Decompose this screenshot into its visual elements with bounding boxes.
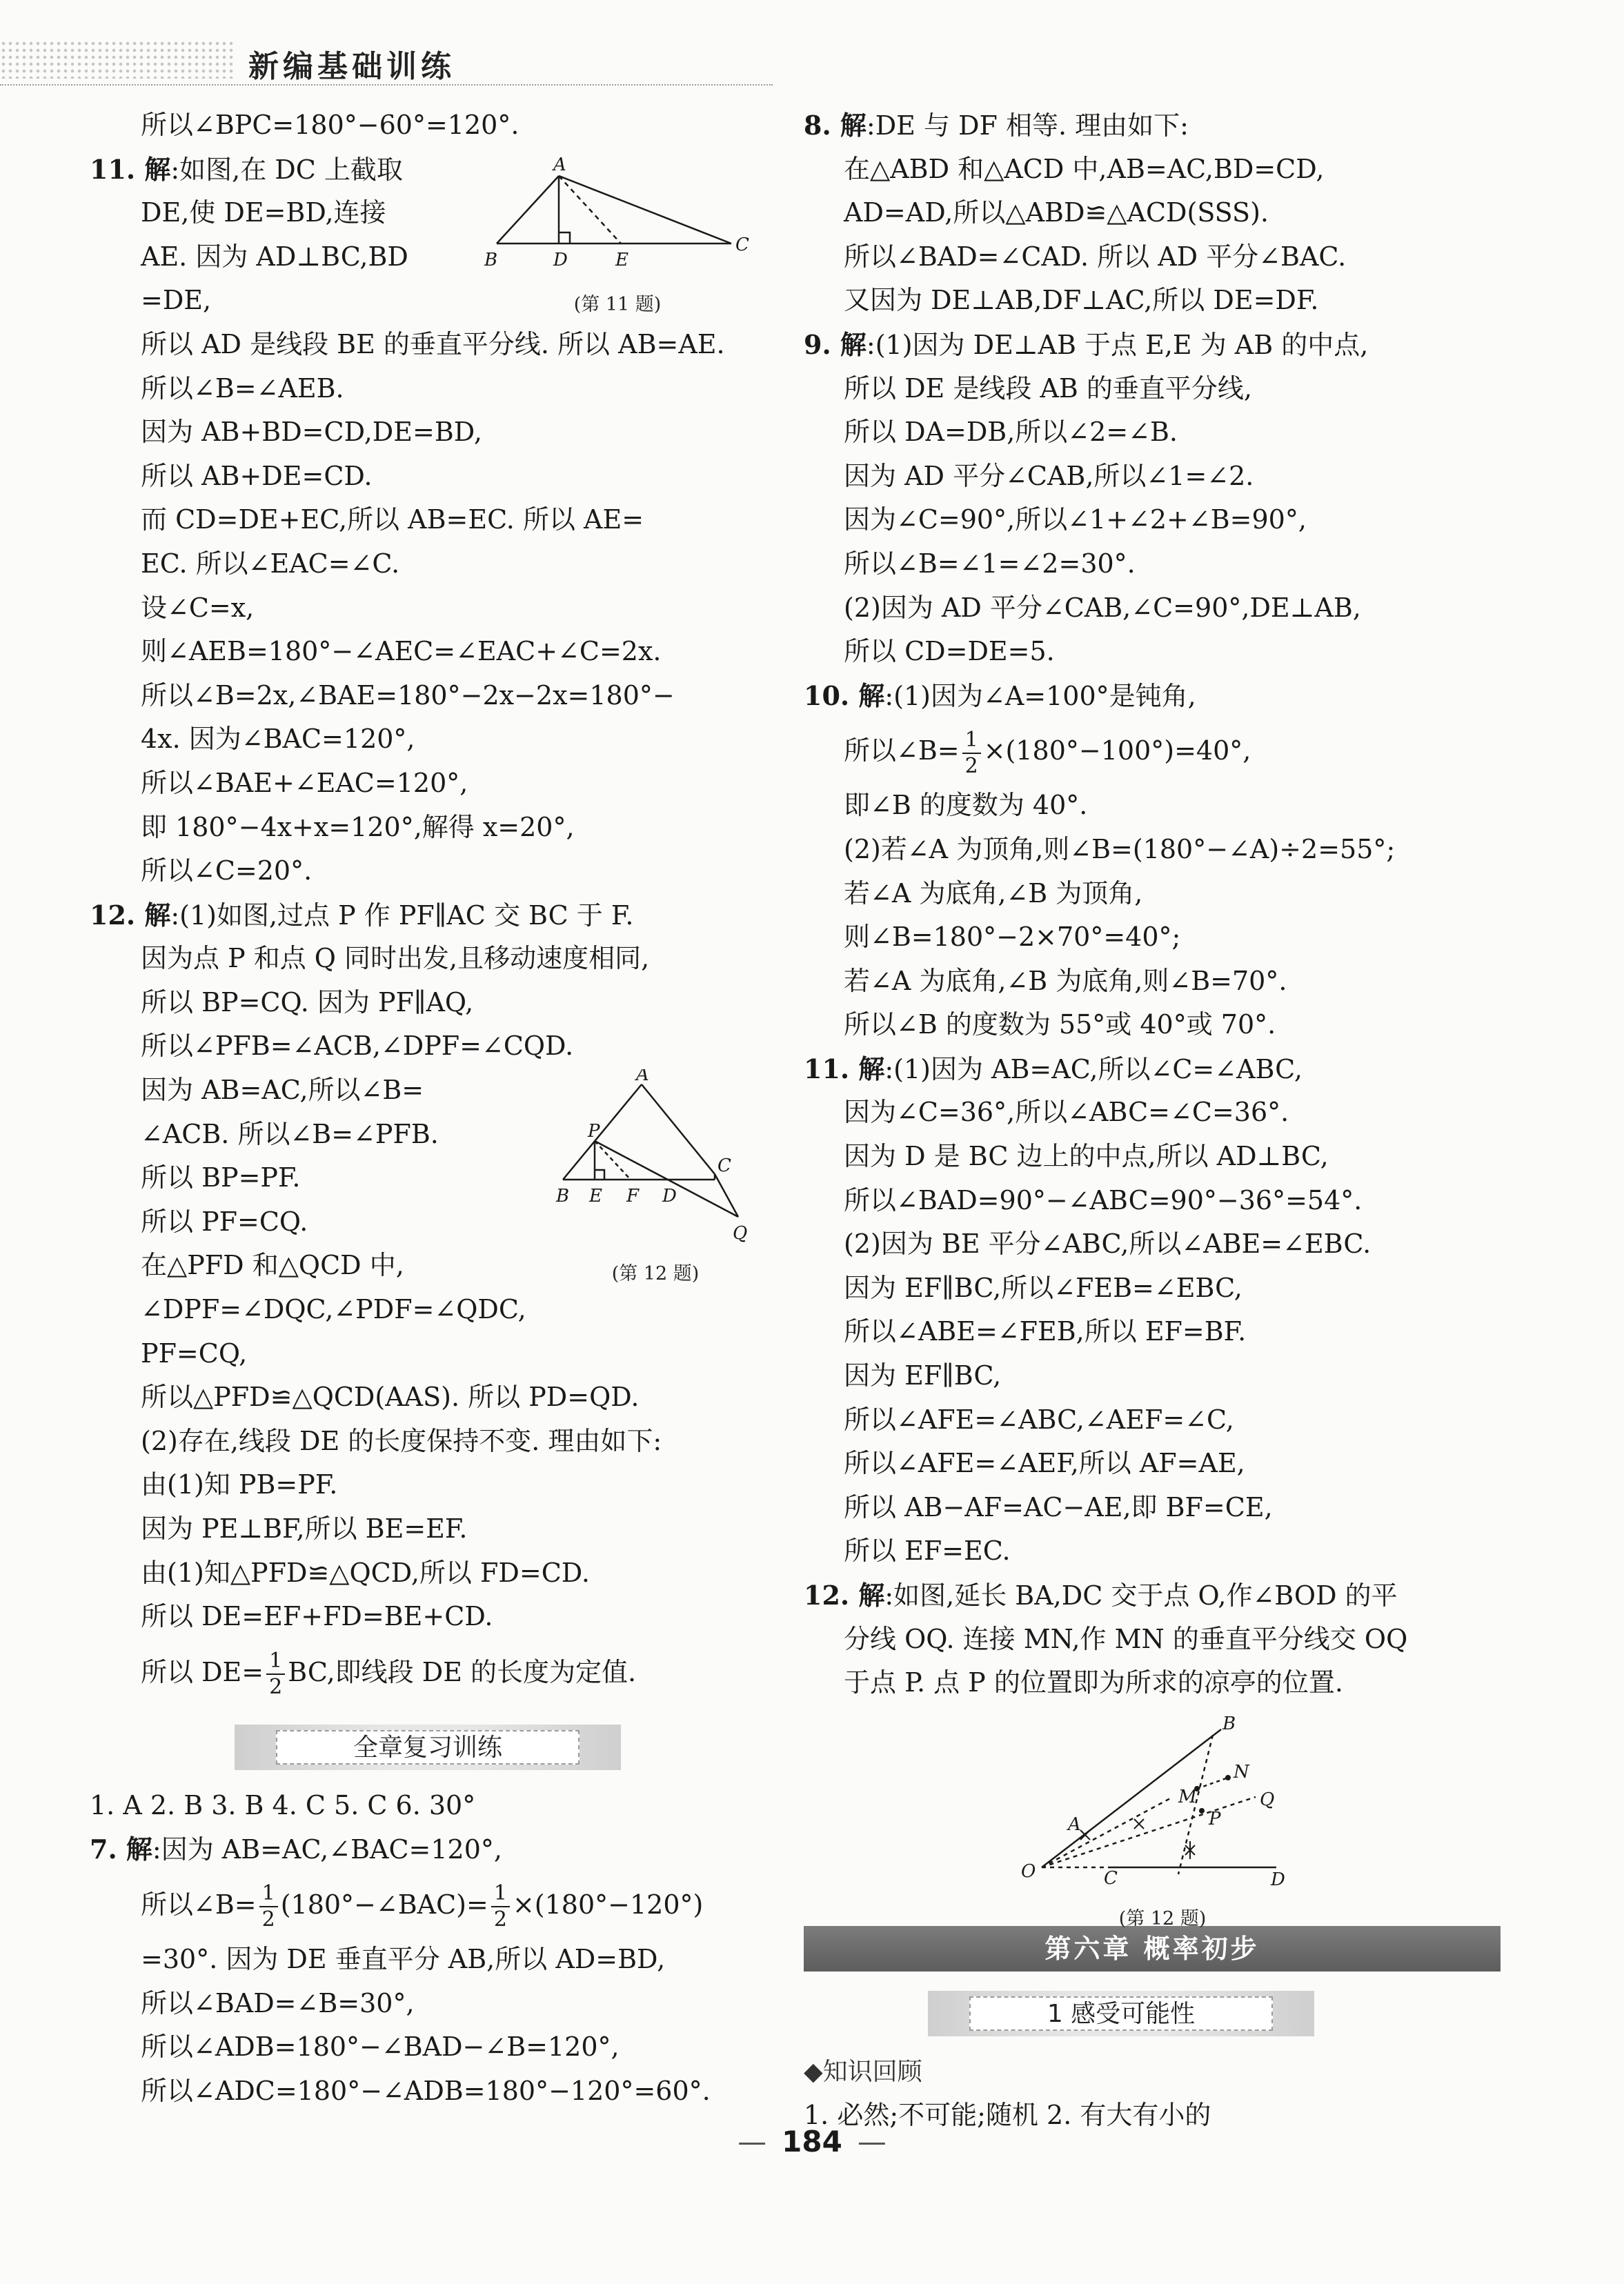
answer-line: 所以∠B=∠AEB.: [141, 373, 344, 404]
answer-line: 而 CD=DE+EC,所以 AB=EC. 所以 AE=: [141, 504, 644, 535]
numerator: 1: [962, 728, 981, 754]
answer-line: 所以 AB−AF=AC−AE,即 BF=CE,: [844, 1491, 1273, 1522]
answer-line: 所以∠AFE=∠ABC,∠AEF=∠C,: [844, 1404, 1234, 1435]
answer-text: 所以∠B=: [141, 1889, 257, 1920]
answer-line: 所以∠B 的度数为 55°或 40°或 70°.: [844, 1009, 1276, 1040]
point-label-A: A: [636, 1069, 649, 1085]
answer-line: 又因为 DE⊥AB,DF⊥AC,所以 DE=DF.: [844, 285, 1319, 316]
answer-line: :(1)因为 DE⊥AB 于点 E,E 为 AB 的中点,: [866, 329, 1369, 360]
answer-key-line: 1. A 2. B 3. B 4. C 5. C 6. 30°: [90, 1789, 476, 1820]
point-label-D: D: [553, 250, 568, 270]
problem-number: 11. 解: [90, 153, 171, 185]
answer-line: :(1)如图,过点 P 作 PF∥AC 交 BC 于 F.: [170, 900, 634, 931]
answer-line: 所以 DA=DB,所以∠2=∠B.: [844, 417, 1178, 448]
figure-problem-12: [552, 1069, 759, 1297]
answer-text: (180°−∠BAC)=: [280, 1889, 488, 1920]
point-label-P: P: [1209, 1809, 1221, 1829]
fraction: [259, 1881, 278, 1932]
answer-line: 4x. 因为∠BAC=120°,: [141, 724, 415, 755]
point-label-E: E: [615, 250, 628, 270]
answer-line: 即∠B 的度数为 40°.: [844, 790, 1088, 821]
answer-line: 因为∠C=36°,所以∠ABC=∠C=36°.: [844, 1097, 1289, 1128]
answer-line: 在△PFD 和△QCD 中,: [141, 1250, 404, 1281]
figure-problem-12-right: [1014, 1714, 1311, 1935]
point-label-Q: Q: [1260, 1789, 1275, 1810]
problem-number: 9. 解: [804, 328, 867, 360]
answer-line: PF=CQ,: [141, 1338, 248, 1369]
problem-number: 10. 解: [804, 679, 885, 711]
point-label-M: M: [1178, 1787, 1197, 1807]
answer-line: 1. 必然;不可能;随机 2. 有大有小的: [804, 2100, 1211, 2131]
point-label-F: F: [626, 1186, 640, 1206]
answer-line: 所以∠ABE=∠FEB,所以 EF=BF.: [844, 1316, 1247, 1347]
answer-line: ∠DPF=∠DQC,∠PDF=∠QDC,: [141, 1294, 526, 1325]
answer-line: (2)若∠A 为顶角,则∠B=(180°−∠A)÷2=55°;: [844, 833, 1396, 864]
answer-line: 所以 AD 是线段 BE 的垂直平分线. 所以 AB=AE.: [141, 328, 725, 359]
problem-number: 12. 解: [90, 899, 171, 931]
answer-line: AD=AD,所以△ABD≌△ACD(SSS).: [844, 197, 1269, 228]
point-label-N: N: [1234, 1762, 1249, 1782]
answer-line: EC. 所以∠EAC=∠C.: [141, 548, 400, 579]
answer-line: 因为 AB=AC,所以∠B=: [141, 1075, 424, 1106]
denominator: 2: [964, 753, 978, 778]
denominator: 2: [261, 1907, 275, 1932]
answer-line: 所以∠PFB=∠ACB,∠DPF=∠CQD.: [141, 1031, 574, 1062]
point-label-D: D: [1271, 1869, 1285, 1890]
answer-line: 所以△PFD≌△QCD(AAS). 所以 PD=QD.: [141, 1382, 640, 1413]
answer-line-fraction: [90, 1639, 786, 1705]
point-label-P: P: [588, 1121, 600, 1142]
page-header: [0, 0, 1624, 83]
answer-line: 所以∠BAE+∠EAC=120°,: [141, 767, 468, 798]
point-label-D: D: [662, 1186, 677, 1206]
answer-line: :如图,在 DC 上截取: [170, 154, 403, 185]
answer-text: 所以∠B=: [844, 735, 960, 766]
point-label-B: B: [556, 1186, 570, 1206]
answer-line: :因为 AB=AC,∠BAC=120°,: [152, 1834, 502, 1865]
answer-line: :(1)因为 AB=AC,所以∠C=∠ABC,: [884, 1053, 1303, 1084]
answer-line: 所以∠AFE=∠AEF,所以 AF=AE,: [844, 1448, 1245, 1479]
answer-line: =30°. 因为 DE 垂直平分 AB,所以 AD=BD,: [141, 1943, 666, 1974]
answer-line: 所以 DE 是线段 AB 的垂直平分线,: [844, 373, 1252, 404]
answer-line: 所以 DE=EF+FD=BE+CD.: [141, 1601, 493, 1632]
answer-line: 所以 CD=DE=5.: [844, 636, 1055, 667]
figure-caption: (第 12 题): [1118, 1908, 1207, 1929]
answer-line: 若∠A 为底角,∠B 为底角,则∠B=70°.: [844, 965, 1287, 996]
fraction: [491, 1881, 510, 1932]
answer-line: 因为 AB+BD=CD,DE=BD,: [141, 417, 482, 448]
answer-line: 因为 PE⊥BF,所以 BE=EF.: [141, 1513, 468, 1544]
answer-line: ∠ACB. 所以∠B=∠PFB.: [141, 1118, 439, 1149]
answer-line: 分线 OQ. 连接 MN,作 MN 的垂直平分线交 OQ: [844, 1623, 1408, 1654]
triangle-diagram: [483, 155, 752, 286]
header-rule: [0, 84, 773, 86]
answer-line: 则∠B=180°−2×70°=40°;: [844, 922, 1181, 953]
answer-line: 所以∠C=20°.: [141, 855, 313, 886]
answer-line: 所以∠ADC=180°−∠ADB=180°−120°=60°.: [141, 2075, 711, 2106]
answer-line: 所以∠BAD=∠CAD. 所以 AD 平分∠BAC.: [844, 241, 1347, 272]
answer-text: ×(180°−120°): [512, 1889, 704, 1920]
denominator: 2: [269, 1675, 283, 1700]
answer-line: 因为 AD 平分∠CAB,所以∠1=∠2.: [844, 460, 1254, 491]
point-label-B: B: [1222, 1714, 1236, 1734]
point-label-C: C: [735, 235, 749, 255]
answer-line: 所以∠BAD=90°−∠ABC=90°−36°=54°.: [844, 1184, 1363, 1215]
numerator: 1: [259, 1881, 278, 1907]
figure-problem-11: [483, 155, 752, 314]
header-title: 新编基础训练: [248, 49, 455, 84]
answer-line: =DE,: [141, 285, 212, 316]
problem-number: 12. 解: [804, 1580, 885, 1611]
answer-line: :如图,延长 BA,DC 交于点 O,作∠BOD 的平: [884, 1580, 1398, 1611]
answer-line: 所以∠ADB=180°−∠BAD−∠B=120°,: [141, 2032, 620, 2063]
point-label-E: E: [589, 1186, 602, 1206]
answer-line: 因为 D 是 BC 边上的中点,所以 AD⊥BC,: [844, 1141, 1329, 1172]
angle-bisector-diagram: [1014, 1714, 1311, 1900]
answer-line: (2)因为 AD 平分∠CAB,∠C=90°,DE⊥AB,: [844, 592, 1361, 623]
point-label-O: O: [1021, 1861, 1036, 1882]
fraction: [266, 1649, 285, 1700]
point-label-A: A: [1068, 1814, 1081, 1835]
answer-line: :(1)因为∠A=100°是钝角,: [884, 680, 1196, 711]
answer-line: (2)存在,线段 DE 的长度保持不变. 理由如下:: [141, 1425, 662, 1456]
answer-line: AE. 因为 AD⊥BC,BD: [141, 241, 408, 272]
problem-number: 7. 解: [90, 1834, 152, 1865]
answer-line: 于点 P. 点 P 的位置即为所求的凉亭的位置.: [844, 1667, 1343, 1698]
section-banner: [928, 1991, 1314, 2036]
point-label-Q: Q: [733, 1223, 748, 1244]
answer-line: 所以∠BAD=∠B=30°,: [141, 1987, 415, 2018]
answer-line: 因为 EF∥BC,所以∠FEB=∠EBC,: [844, 1272, 1242, 1303]
answer-line: 所以 PF=CQ.: [141, 1206, 308, 1237]
answer-line: 所以 BP=CQ. 因为 PF∥AQ,: [141, 986, 474, 1017]
answer-line: 因为 EF∥BC,: [844, 1360, 1002, 1391]
numerator: 1: [491, 1881, 510, 1907]
answer-line-fraction: [804, 717, 1501, 784]
answer-text: 所以 DE=: [141, 1656, 264, 1687]
knowledge-review-heading: ◆知识回顾: [804, 2057, 922, 2086]
header-dot-pattern: [0, 40, 235, 79]
point-label-B: B: [484, 250, 498, 270]
answer-line: 所以 AB+DE=CD.: [141, 460, 373, 491]
answer-line: 在△ABD 和△ACD 中,AB=AC,BD=CD,: [844, 153, 1325, 184]
answer-line: 即 180°−4x+x=120°,解得 x=20°,: [141, 811, 575, 842]
answer-line: 因为∠C=90°,所以∠1+∠2+∠B=90°,: [844, 504, 1307, 535]
triangle-diagram: [552, 1069, 759, 1255]
answer-text: ×(180°−100°)=40°,: [983, 735, 1251, 766]
answer-line: (2)因为 BE 平分∠ABC,所以∠ABE=∠EBC.: [844, 1229, 1372, 1260]
answer-line: 所以∠BPC=180°−60°=120°.: [141, 110, 519, 140]
answer-line: 若∠A 为底角,∠B 为顶角,: [844, 877, 1143, 908]
answer-line: 所以∠B=∠1=∠2=30°.: [844, 548, 1136, 579]
problem-number: 8. 解: [804, 110, 867, 141]
answer-line: 由(1)知 PB=PF.: [141, 1469, 338, 1500]
fraction: [962, 728, 981, 779]
section-banner: [235, 1725, 621, 1770]
figure-caption: (第 11 题): [573, 294, 662, 315]
point-label-A: A: [553, 155, 566, 175]
answer-line: 因为点 P 和点 Q 同时出发,且移动速度相同,: [141, 943, 650, 974]
answer-line: :DE 与 DF 相等. 理由如下:: [866, 110, 1189, 141]
chapter-title: 第六章 概率初步: [804, 1926, 1501, 1972]
answer-text: BC,即线段 DE 的长度为定值.: [288, 1656, 637, 1687]
answer-line: 所以∠B=2x,∠BAE=180°−2x−2x=180°−: [141, 679, 675, 711]
answer-line: DE,使 DE=BD,连接: [141, 197, 386, 228]
answer-line-fraction: [90, 1871, 786, 1938]
point-label-C: C: [717, 1155, 731, 1176]
section-title: 全章复习训练: [276, 1730, 580, 1765]
section-title: 1 感受可能性: [969, 1996, 1273, 2031]
page-number: — 184 —: [0, 2125, 1624, 2158]
problem-number: 11. 解: [804, 1053, 885, 1084]
denominator: 2: [493, 1907, 507, 1932]
point-label-C: C: [1104, 1868, 1118, 1889]
answer-line: 由(1)知△PFD≌△QCD,所以 FD=CD.: [141, 1557, 590, 1588]
figure-caption: (第 12 题): [611, 1263, 700, 1284]
answer-line: 所以 EF=EC.: [844, 1536, 1011, 1567]
answer-line: 所以 BP=PF.: [141, 1162, 301, 1193]
numerator: 1: [266, 1649, 285, 1675]
answer-line: 设∠C=x,: [141, 592, 255, 623]
answer-line: 则∠AEB=180°−∠AEC=∠EAC+∠C=2x.: [141, 636, 662, 667]
